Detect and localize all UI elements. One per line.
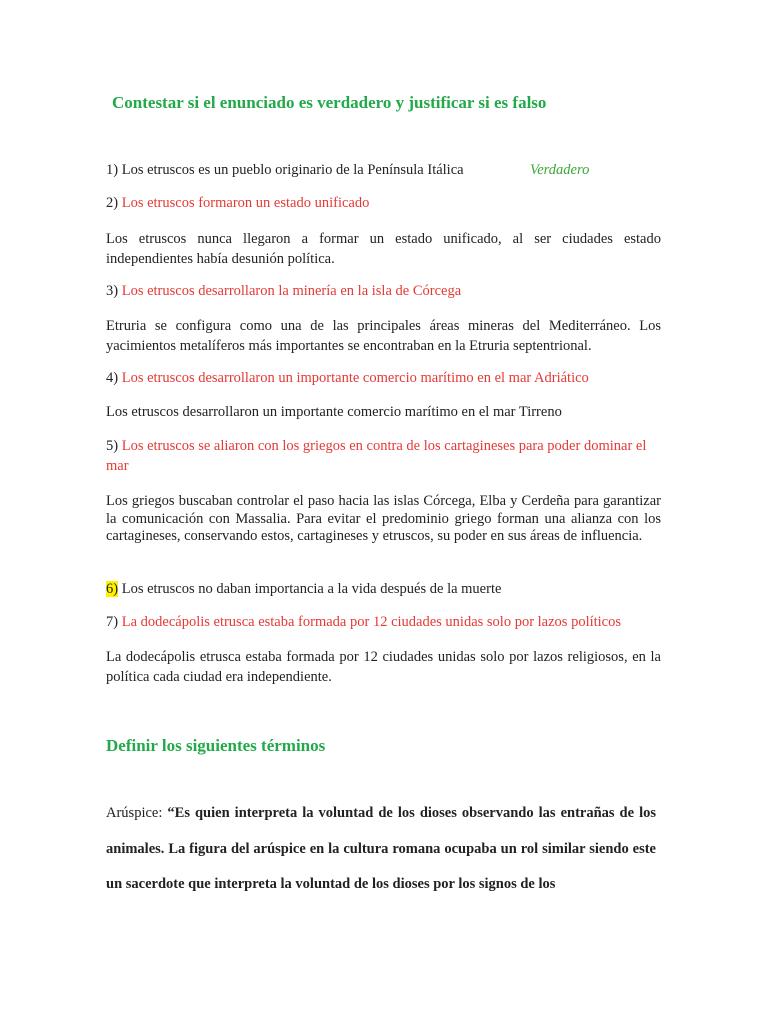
statement-1-text: Los etruscos es un pueblo originario de la Península Itálica [121,162,464,178]
statement-5 [106,436,661,476]
statement-3-text: Los etruscos desarrollaron la minería en la isla de Córcega [121,283,462,299]
answer-4: Los etruscos desarrollaron un importante comercio marítimo en el mar Tirreno [106,404,562,420]
answer-5: Los griegos buscaban controlar el paso hacia las islas Córcega, Elba y Cerdeña para garantizar la comunicación con Massalia. Para evitar el predominio griego forman una alianza con los cartagineses, conservando estos, cartagineses y etruscos, su poder en sus áreas de influencia. [106,493,661,544]
section-heading-definir: Definir los siguientes términos [106,736,326,755]
statement-1-number: 1) [106,162,119,178]
statement-1-verdict: Verdadero [530,162,590,178]
answer-3: Etruria se configura como una de las principales áreas mineras del Mediterráneo. Los yacimientos metalíferos más importantes se encontraban en la Etruria septentrional. [106,318,661,354]
definition-aruspice [106,796,656,903]
statement-5-number: 5) [106,438,119,454]
statement-3 [106,283,461,300]
statement-6-text: Los etruscos no daban importancia a la vida después de la muerte [121,581,502,597]
statement-5-text: Los etruscos se aliaron con los griegos en contra de los cartagineses para poder dominar el mar [106,438,647,474]
statement-2-number: 2) [106,195,119,211]
answer-2: Los etruscos nunca llegaron a formar un estado unificado, al ser ciudades estado independientes había desunión política. [106,231,661,267]
statement-7-number: 7) [106,614,119,630]
statement-3-number: 3) [106,283,119,299]
statement-4-text: Los etruscos desarrollaron un importante comercio marítimo en el mar Adriático [121,370,589,386]
definition-term: Arúspice: [106,805,163,821]
statement-6 [106,581,501,598]
statement-1 [106,162,464,179]
statement-7-text: La dodecápolis etrusca estaba formada por 12 ciudades unidas solo por lazos políticos [121,614,622,630]
statement-7 [106,614,621,631]
statement-4 [106,370,589,387]
answer-7: La dodecápolis etrusca estaba formada por 12 ciudades unidas solo por lazos religiosos, en la política cada ciudad era independiente. [106,649,661,685]
statement-2-text: Los etruscos formaron un estado unificado [121,195,370,211]
statement-4-number: 4) [106,370,119,386]
definition-text: “Es quien interpreta la voluntad de los dioses observando las entrañas de los animales. La figura del arúspice en la cultura romana ocupaba un rol similar siendo este un sacerdote que interpreta la voluntad de los dioses por los signos de los [106,805,657,892]
section-heading-verdadero-falso: Contestar si el enunciado es verdadero y justificar si es falso [112,93,547,112]
statement-2 [106,195,369,212]
statement-6-number: 6) [106,581,119,597]
